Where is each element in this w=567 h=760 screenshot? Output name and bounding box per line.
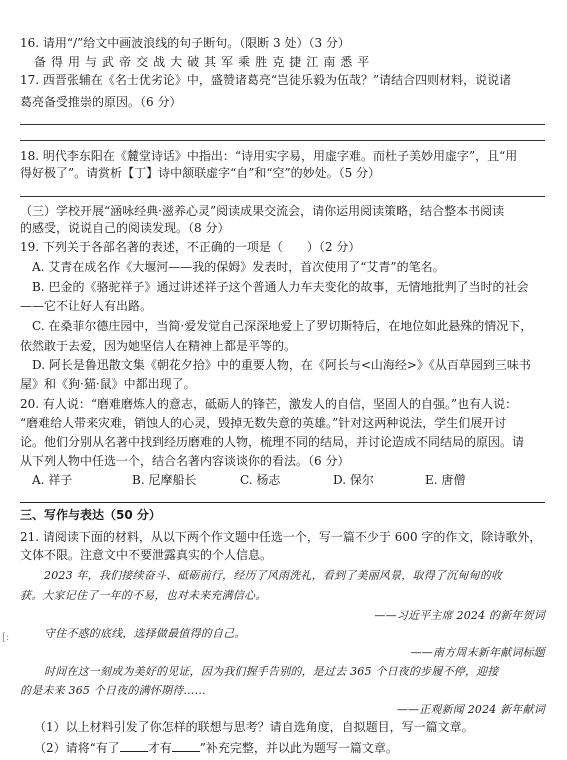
fill-blank [120, 740, 148, 752]
quote3-source: ——正观新闻 2024 新年献词 [396, 703, 545, 716]
q21-task2-part3: ”补充完整，并以此为题写一篇文章。 [199, 741, 398, 755]
q16-sentence: 备 得 用 与 武 帝 交 战 大 破 其 军 乘 胜 克 捷 江 南 悉 平 [34, 55, 370, 69]
q21-line2: 文体不限。注意文中不要泄露真实的个人信息。 [20, 548, 273, 562]
q19-option-b-line1: B. 巴金的《骆驼祥子》通过讲述祥子这个普通人力车夫变化的故事，无情地批判了当时的社会 [32, 280, 529, 294]
q21-task1: （1）以上材料引发了你怎样的联想与思考？请自选角度，自拟题目，写一篇文章。 [34, 720, 474, 734]
edge-mark: [: [2, 632, 10, 643]
q21-line1: 21. 请阅读下面的材料，从以下两个作文题中任选一个，写一篇不少于 600 字的作文，除诗歌外， [20, 530, 542, 544]
q17-line1: 17. 西晋张辅在《名士优劣论》中，盛赞诸葛亮“岂徒乐毅为伍哉？”请结合四则材料，说说诸 [20, 73, 512, 87]
q18-line2: 得好极了”。请赏析【丁】诗中颔联虚字“自”和“空”的妙处。（5 分） [20, 166, 381, 180]
fill-blank [172, 740, 200, 752]
q21-task2-part2: 才有 [147, 741, 172, 755]
q19-option-b-line2: ——它不让好人有出路。 [20, 299, 153, 313]
quote2: 守住不惑的底线，选择做最值得的自己。 [44, 627, 246, 640]
q20-option-e: E. 唐僧 [425, 473, 466, 487]
q19-option-a: A. 艾青在成名作《大堰河——我的保姆》发表时，首次使用了“艾青”的笔名。 [32, 260, 445, 274]
section3-line1: （三）学校开展“涵咏经典·滋养心灵”阅读成果交流会，请你运用阅读策略，结合整本书阅读 [20, 204, 505, 218]
q21-task2-part1: （2）请将“有了 [34, 741, 120, 755]
q19-option-c-line2: 依然敢于去爱，因为她坚信人在精神上都是平等的。 [20, 339, 297, 353]
q20-line2: “磨难给人带来灾难，销蚀人的心灵，毁掉无数失意的英雄。”针对这两种说法，学生们展开讨 [20, 416, 507, 430]
q20-option-c: C. 杨志 [240, 473, 281, 487]
q20-line1: 20. 有人说：“磨难磨炼人的意志，砥砺人的锋芒，激发人的自信，坚固人的自强。”也有人说： [20, 397, 518, 411]
quote1-line1: 2023 年，我们接续奋斗、砥砺前行，经历了风雨洗礼，看到了美丽风景，取得了沉甸甸的收 [44, 569, 503, 582]
answer-line [20, 140, 545, 141]
q19-option-d-line1: D. 阿长是鲁迅散文集《朝花夕拾》中的重要人物，在《阿长与<山海经>》《从百草园到三味书 [32, 358, 531, 372]
part3-title: 三、写作与表达（50 分） [20, 508, 161, 522]
q16-prompt: 16. 请用“/”给文中画波浪线的句子断句。（限断 3 处）（3 分） [20, 36, 350, 50]
q17-line2: 葛亮备受推崇的原因。（6 分） [20, 95, 182, 109]
q20-option-b: B. 尼摩船长 [132, 473, 197, 487]
q20-option-d: D. 保尔 [333, 473, 374, 487]
q19-option-c-line1: C. 在桑菲尔德庄园中，当简·爱发觉自己深深地爱上了罗切斯特后，在地位如此悬殊的情况下， [32, 319, 533, 333]
quote2-source: ——南方周末新年献词标题 [410, 646, 545, 659]
answer-line [20, 124, 545, 125]
q19-prompt: 19. 下列关于各部名著的表述，不正确的一项是（ ）（2 分） [20, 240, 361, 254]
q18-line1: 18. 明代李东阳在《麓堂诗话》中指出：“诗用实字易，用虚字难。而杜子美妙用虚字”，且“用 [20, 149, 518, 163]
q19-option-d-line2: 屋》和《狗·猫·鼠》中都出现了。 [20, 377, 196, 391]
q20-line4: 从下列人物中任选一个，结合名著内容谈谈你的看法。（6 分） [20, 454, 350, 468]
quote1-line2: 获。大家记住了一年的不易，也对未来充满信心。 [20, 589, 267, 602]
quote3-line1: 时间在这一刻成为美好的见证，因为我们握手告别的，是过去 365 个日夜的步履不停，迎接 [44, 665, 499, 678]
answer-line [20, 196, 545, 197]
section3-line2: 的感受，说说自己的阅读发现。（8 分） [20, 221, 230, 235]
q20-option-a: A. 祥子 [32, 473, 73, 487]
q20-line3: 论。他们分别从名著中找到经历磨难的人物，梳理不同的结局，并讨论造成不同结局的原因。请 [20, 435, 525, 449]
section-divider [20, 502, 545, 503]
quote3-line2: 的是未来 365 个日夜的满怀期待…… [20, 684, 206, 697]
quote1-source: ——习近平主席 2024 的新年贺词 [374, 609, 545, 622]
q21-task2 [34, 740, 559, 756]
